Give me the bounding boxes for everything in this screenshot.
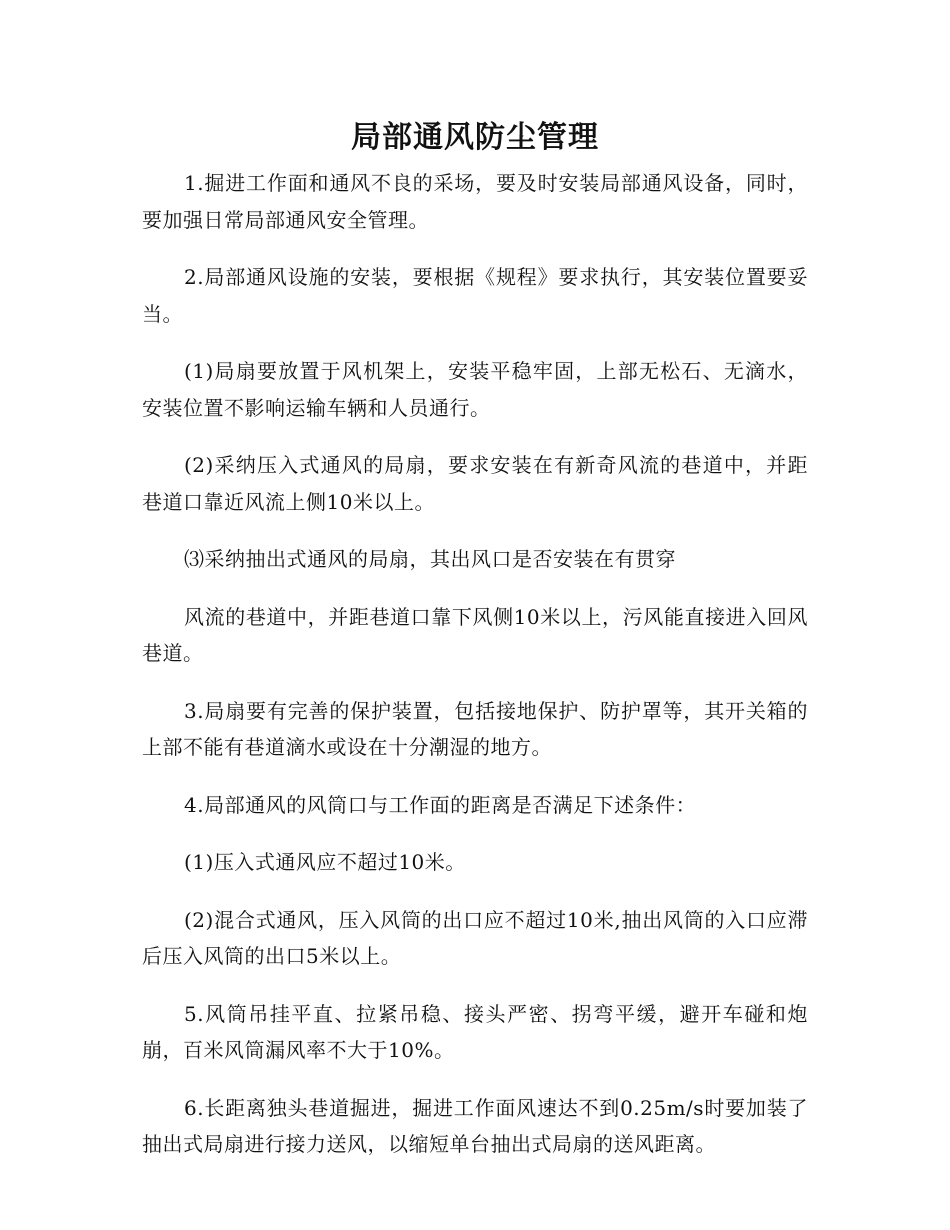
paragraph-6: 6.长距离独头巷道掘进，掘进工作面风速达不到0.25m/s时要加装了抽出式局扇进行接力送风，以缩短单台抽出式局扇的送风距离。 — [142, 1095, 808, 1156]
paragraph-5: 5.风筒吊挂平直、拉紧吊稳、接头严密、拐弯平缓，避开车碰和炮崩，百米风筒漏风率不大于10%。 — [142, 1001, 808, 1062]
paragraph-2-2: (2)采纳压入式通风的局扇，要求安装在有新奇风流的巷道中，并距巷道口靠近风流上侧10米以上。 — [142, 453, 808, 514]
paragraph-3: 3.局扇要有完善的保护装置，包括接地保护、防护罩等，其开关箱的上部不能有巷道滴水或设在十分潮湿的地方。 — [142, 698, 808, 759]
paragraph-2-3-cont: 风流的巷道中，并距巷道口靠下风侧10米以上，污风能直接进入回风巷道。 — [142, 604, 808, 665]
paragraph-4-1: (1)压入式通风应不超过10米。 — [184, 850, 466, 874]
paragraph-4: 4.局部通风的风筒口与工作面的距离是否满足下述条件： — [184, 792, 697, 817]
paragraph-4-2: (2)混合式通风，压入风筒的出口应不超过10米,抽出风筒的入口应滞后压入风筒的出口5米以上。 — [142, 907, 808, 968]
paragraph-2-1: (1)局扇要放置于风机架上，安装平稳牢固，上部无松石、无滴水，安装位置不影响运输车辆和人员通行。 — [142, 359, 808, 420]
document-body — [142, 165, 808, 1184]
paragraph-2-3: ⑶采纳抽出式通风的局扇，其出风口是否安装在有贯穿 — [184, 547, 676, 571]
paragraph-1: 1.掘进工作面和通风不良的采场，要及时安装局部通风设备，同时，要加强日常局部通风安全管理。 — [142, 171, 808, 232]
document-title: 局部通风防尘管理 — [351, 120, 599, 155]
paragraph-2: 2.局部通风设施的安装，要根据《规程》要求执行，其安装位置要妥当。 — [142, 265, 808, 326]
